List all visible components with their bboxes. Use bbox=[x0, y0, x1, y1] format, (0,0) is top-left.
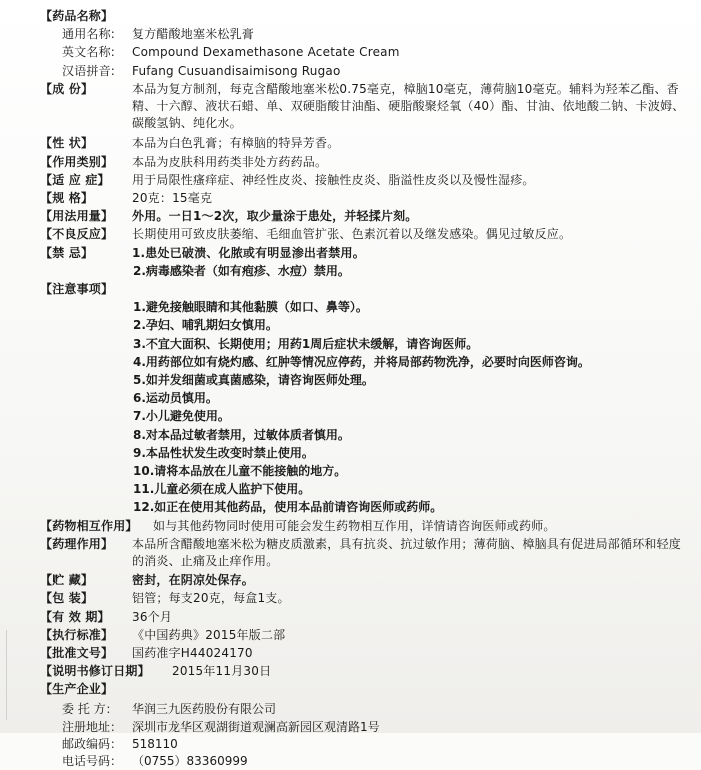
precaution-item: 2.孕妇、哺乳期妇女慎用。 bbox=[133, 318, 278, 333]
contra-item: 2.病毒感染者（如有疱疹、水痘）禁用。 bbox=[133, 263, 350, 278]
english-name-row: 英文名称: Compound Dexamethasone Acetate Cream bbox=[62, 44, 693, 61]
approval-text: 国药准字H44024170 bbox=[132, 646, 253, 660]
indication-row: 【适 应 症】 用于局限性瘙痒症、神经性皮炎、接触性皮炎、脂溢性皮炎以及慢性湿疹。 bbox=[40, 172, 693, 189]
drug-name-label: 【药品名称】 bbox=[40, 9, 114, 23]
pinyin-row: 汉语拼音: Fufang Cusuandisaimisong Rugao bbox=[62, 63, 693, 80]
precaution-item: 9.本品性状发生改变时禁止使用。 bbox=[133, 445, 314, 460]
character-row: 【性 状】 本品为白色乳膏；有樟脑的特异芳香。 bbox=[40, 135, 693, 152]
address-row-label: 注册地址： bbox=[62, 719, 123, 734]
approval-row: 【批准文号】 国药准字H44024170 bbox=[40, 645, 693, 662]
phone-row bbox=[62, 752, 248, 770]
contra-row: 【禁 忌】 1.患处已破溃、化脓或有明显渗出者禁用。 bbox=[40, 245, 693, 262]
contra-item: 1.患处已破溃、化脓或有明显渗出者禁用。 bbox=[132, 245, 365, 260]
pharmacology-text: 本品所含醋酸地塞米松为糖皮质激素，具有抗炎、抗过敏作用；薄荷脑、樟脑具有促进局部循环和轻度的消炎、止痛及止痒作用。 bbox=[132, 536, 682, 568]
revision-text: 2015年11月30日 bbox=[172, 664, 272, 679]
entrust-text: 华润三九医药股份有限公司 bbox=[132, 701, 277, 716]
precaution-item: 3.不宜大面积、长期使用；用药1周后症状未缓解，请咨询医师。 bbox=[133, 336, 479, 351]
margin-line bbox=[6, 630, 13, 720]
standard-row: 【执行标准】 《中国药典》2015年版二部 bbox=[40, 627, 693, 644]
generic-name: 复方醋酸地塞米松乳膏 bbox=[132, 27, 255, 42]
address-text: 深圳市龙华区观湖街道观澜高新园区观清路1号 bbox=[132, 719, 380, 734]
storage-row: 【贮 藏】 密封，在阴凉处保存。 bbox=[40, 572, 693, 589]
postcode-row-label: 邮政编码： bbox=[62, 736, 123, 751]
precaution-item: 1.避免接触眼睛和其他黏膜（如口、鼻等）。 bbox=[133, 300, 368, 315]
pharmacology-row: 【药理作用】 本品所含醋酸地塞米松为糖皮质激素，具有抗炎、抗过敏作用；薄荷脑、樟脑具有促进局部循环和轻度的消炎、止痛及止痒作用。 bbox=[40, 536, 693, 570]
category-row: 【作用类别】 本品为皮肤科用药类非处方药药品。 bbox=[40, 154, 693, 171]
adverse-text: 长期使用可致皮肤萎缩、毛细血管扩张、色素沉着以及继发感染。偶见过敏反应。 bbox=[132, 227, 572, 242]
indication-text: 用于局限性瘙痒症、神经性皮炎、接触性皮炎、脂溢性皮炎以及慢性湿疹。 bbox=[132, 172, 535, 187]
category-text: 本品为皮肤科用药类非处方药药品。 bbox=[132, 154, 328, 169]
revision-row: 【说明书修订日期】 2015年11月30日 bbox=[40, 663, 693, 680]
precautions-label: 【注意事项】 bbox=[40, 282, 114, 296]
spec-text: 20克：15毫克 bbox=[132, 191, 213, 205]
precaution-item: 8.对本品过敏者禁用，过敏体质者慎用。 bbox=[133, 427, 350, 442]
standard-text: 《中国药典》2015年版二部 bbox=[132, 627, 286, 642]
generic-name-row: 通用名称: 复方醋酸地塞米松乳膏 bbox=[62, 26, 693, 43]
character-text: 本品为白色乳膏；有樟脑的特异芳香。 bbox=[132, 136, 340, 151]
precaution-item: 5.如并发细菌或真菌感染，请咨询医师处理。 bbox=[133, 373, 374, 387]
composition-text: 本品为复方制剂，每克含醋酸地塞米松0.75毫克，樟脑10毫克，薄荷脑10毫克。辅料为羟苯乙酯、香精、十六醇、液状石蜡、单、双硬脂酸甘油酯、硬脂酸聚烃氧（40）酯、甘油、依地酸二钠、卡波姆、碳酸氢钠、纯化水。 bbox=[132, 81, 685, 130]
precautions-header bbox=[40, 281, 693, 298]
composition-label: 【成 份】 bbox=[40, 81, 94, 96]
precaution-item: 6.运动员慎用。 bbox=[133, 391, 218, 406]
postcode-text: 518110 bbox=[132, 736, 178, 751]
package-row: 【包 装】 铝管；每支20克，每盒1支。 bbox=[40, 590, 693, 607]
entrust-row: 委 托 方： 华润三九医药股份有限公司 bbox=[62, 701, 277, 716]
english-name: Compound Dexamethasone Acetate Cream bbox=[132, 45, 400, 60]
address-row bbox=[62, 718, 380, 736]
phone-row-label: 电话号码： bbox=[62, 753, 123, 768]
spec-row: 【规 格】 20克：15毫克 bbox=[40, 190, 693, 207]
postcode-row bbox=[62, 735, 178, 753]
composition-row bbox=[40, 81, 693, 132]
precaution-item: 7.小儿避免使用。 bbox=[133, 409, 230, 424]
storage-text: 密封，在阴凉处保存。 bbox=[132, 573, 255, 588]
usage-row: 【用法用量】 外用。一日1～2次，取少量涂于患处，并轻揉片刻。 bbox=[40, 208, 693, 225]
manufacturer-header: 【生产企业】 bbox=[40, 682, 114, 697]
precaution-item: 4.用药部位如有烧灼感、红肿等情况应停药，并将局部药物洗净，必要时向医师咨询。 bbox=[133, 354, 590, 369]
validity-row: 【有 效 期】 36个月 bbox=[40, 609, 693, 626]
usage-text: 外用。一日1～2次，取少量涂于患处，并轻揉片刻。 bbox=[132, 209, 418, 224]
package-text: 铝管；每支20克，每盒1支。 bbox=[132, 591, 290, 606]
interaction-row: 【药物相互作用】 如与其他药物同时使用可能会发生药物相互作用，详情请咨询医师或药师。 bbox=[40, 518, 693, 535]
interaction-text: 如与其他药物同时使用可能会发生药物相互作用，详情请咨询医师或药师。 bbox=[153, 518, 556, 533]
validity-text: 36个月 bbox=[132, 609, 173, 624]
precaution-item: 10.请将本品放在儿童不能接触的地方。 bbox=[133, 464, 347, 478]
precaution-item: 12.如正在使用其他药品，使用本品前请咨询医师或药师。 bbox=[133, 500, 443, 515]
pinyin-name: Fufang Cusuandisaimisong Rugao bbox=[132, 63, 341, 78]
adverse-row: 【不良反应】 长期使用可致皮肤萎缩、毛细血管扩张、色素沉着以及继发感染。偶见过敏反应。 bbox=[40, 226, 693, 243]
precaution-item: 11.儿童必须在成人监护下使用。 bbox=[133, 482, 311, 497]
phone-text: （0755）83360999 bbox=[132, 753, 248, 768]
drug-name-header bbox=[40, 8, 693, 25]
